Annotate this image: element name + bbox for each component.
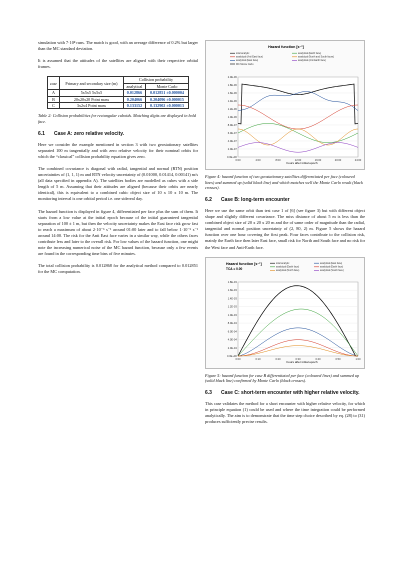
legend-label: total analytic [236, 52, 250, 55]
y-tick-label: 1.4E-03 [227, 297, 237, 301]
table-head-analytical: analytical [123, 83, 145, 89]
table-cell-mc: 0.012851 ±0.000004 [145, 90, 188, 96]
y-tick-label: 6.0E-04 [227, 329, 237, 333]
axes [227, 75, 362, 162]
y-tick-label: 1.6E-03 [227, 288, 237, 292]
body-paragraph: The hazard function is displayed in figure 4, differentiated per face plus the sum of them. It starts from a low value at the initial epoch because of the initial guaranteed tangential separation of 100 ± 1 m, but then the velocity uncertainty makes the East face risk grow fast to reach a maximum of about 2·10⁻⁶ s⁻¹ around 01:00 later and to fall below 1·10⁻⁶ s⁻¹ around 14:00. The risk for the Anti East face varies in a similar way, while the others faces contribute less and later to the overall risk. For low values of the hazard function, one might note the increasing numerical noise of the MC hazard function, because only a few events are found in the corresponding time bins of five minutes. [38, 208, 198, 257]
x-tick-label: 16:00 [314, 158, 322, 162]
x-axis-label: hours after initial epoch [286, 359, 318, 364]
legend-label: analytical (North and South faces) [298, 55, 335, 59]
legend-label: analytical (East face) [236, 59, 259, 63]
legend-label: analytical (Anti East face) [236, 55, 263, 59]
y-tick-label: 1.8E-03 [227, 280, 237, 284]
table-caption: Table 2: Collision probabilities for rectangular cuboids. Matching digits are displayed in bold face. [38, 113, 196, 124]
y-tick-label: 2.0E-04 [227, 346, 237, 350]
table-cell-mc: 0.132902 ±0.000013 [145, 103, 188, 109]
y-tick-label: 4.0E-07 [227, 140, 237, 143]
legend-label: analytical (East face) [320, 261, 343, 265]
table-cell-case: B [48, 96, 60, 102]
body-paragraph: The combined covariance is diagonal with radial, tangential and normal (RTN) position uncertainties of (1, 1, 1) m and RTN velocity uncertainty of (0.01000, 0.01414, 0.00141) m/s (all data specified in appendix A). The satellites bodies are modelled as cubes with a side length of 5 m. Assuming that their attitudes are aligned (because their orbits are nearly identical), this is equivalent to a combined cubic object size of 10 x 10 x 10 m. The monitoring interval is one orbital period i.e. one sidereal day. [38, 165, 198, 202]
y-tick-label: 8.0E-07 [227, 124, 237, 127]
x-tick-label: 0:00 [235, 158, 241, 162]
x-tick-label: 12:00 [294, 158, 302, 162]
legend-label: total analytic [276, 261, 290, 265]
table-head-prob: Collision probability [123, 77, 188, 83]
x-axis-label: hours after initial epoch [286, 161, 318, 165]
x-tick-label: 24:00 [354, 158, 362, 162]
y-tick-label: 8.0E-04 [227, 321, 237, 325]
y-tick-label: 0.0E+00 [227, 156, 237, 159]
table-row [48, 103, 189, 109]
x-tick-label: 20:00 [334, 158, 342, 162]
table-head-mc: Monte Carlo [145, 83, 188, 89]
legend-label: analytical (North face) [276, 268, 300, 272]
legend-label: MC Monte Carlo [236, 62, 254, 66]
x-tick-label: 1:00 [355, 357, 361, 361]
body-paragraph: Here we use the same orbit than test case 1 of [6] (see figure 3) but with different object shape and slightly different covariance. The miss distance of about 5 m is less than the combined object size of 20 x 20 x 20 m and the of same order of magnitude than the radial, tangential and normal position uncertainty of (2, 80, 2) m. Figure 5 shows the hazard function over one hour covering the first peak. Four faces contribute to the collision risk, mainly the Earth face then later East face, small risk for North and South face and no risk for the West face and Anti-Earth face. [205, 207, 365, 250]
y-tick-label: 1.4E-06 [227, 100, 237, 103]
table-cell-size: 5x5x5 5x5x5 [59, 90, 123, 96]
table-cell-mc: 0.204096 ±0.000015 [145, 96, 188, 102]
section-heading-6-1: 6.1 Case A: zero relative velocity. [38, 130, 125, 137]
body-paragraph: Here we consider the example mentioned in section 3 with two geostationary satellites separated 100 m tangentially and with zero relative velocity for their nominal orbits for which the “classical” collision probability equation gives zero. [38, 141, 198, 159]
table-cell-size: 3x2x4 Point mass [59, 103, 123, 109]
y-tick-label: 6.0E-07 [227, 132, 237, 135]
x-tick-label: 8:00 [275, 158, 281, 162]
y-tick-label: 1.2E-06 [227, 108, 237, 111]
y-tick-label: 1.2E-03 [227, 305, 237, 309]
legend-label: analytical (Anti Earth face) [298, 59, 326, 63]
chart-subtitle: TCA = 0.00 [226, 266, 243, 271]
chart-title: Hazard function [s⁻¹] [226, 261, 262, 266]
table-cell-size: 20x20x20 Point mass [59, 96, 123, 102]
legend [230, 52, 334, 66]
section-heading-6-2: 6.2 Case B: long-term encounter [205, 196, 290, 203]
x-tick-label: 4:00 [255, 158, 261, 162]
intro-paragraph-1: simulation with 7·10⁸ runs. The match is good, with an average difference of 0.2% but larger than the MC standard deviation. [38, 40, 198, 52]
figure-5-chart [206, 258, 366, 366]
y-tick-label: 1.8E-06 [227, 84, 237, 87]
table-head-size: Primary and secondary size (m) [59, 77, 123, 90]
legend [270, 262, 344, 272]
figure-5-caption: Figure 5: hazard function for case B differentiated per face (coloured lines) and summed up (solid black line) confirmed by Monte Carlo (black crosses). [205, 372, 360, 384]
table-cell-case: C [48, 103, 60, 109]
plot-area [238, 282, 358, 356]
table-cell-analytical: 0.133152 [123, 103, 145, 109]
y-tick-label: 1.0E-03 [227, 313, 237, 317]
chart-title: Hazard function [s⁻¹] [268, 45, 304, 49]
table-head-case: case [48, 77, 60, 90]
x-tick-label: 0:00 [235, 357, 241, 361]
body-paragraph: The total collision probability is 0.012868 for the analytical method compared to 0.012851 for the MC computation. [38, 263, 198, 275]
intro-paragraph-2: It is assumed that the attitudes of the satellites are aligned with their respective orbital frames. [38, 58, 198, 70]
y-tick-label: 2.0E-06 [227, 76, 237, 79]
table-cell-analytical: 0.012866 [123, 90, 145, 96]
x-tick-label: 0:20 [275, 357, 281, 361]
figure-5 [205, 257, 365, 369]
y-tick-label: 2.0E-07 [227, 148, 237, 151]
y-tick-label: 1.6E-06 [227, 92, 237, 95]
x-tick-label: 0:30 [295, 357, 301, 361]
table-cell-case: A [48, 90, 60, 96]
table-cell-analytical: 0.204066 [123, 96, 145, 102]
y-tick-label: 0.0E+00 [227, 354, 237, 358]
legend-label: analytical (Earth face) [298, 52, 322, 55]
x-tick-label: 0:10 [255, 357, 261, 361]
figure-4 [205, 40, 365, 170]
legend-label: analytical (South face) [320, 268, 344, 272]
body-paragraph: This case validates the method for a short encounter with higher relative velocity, for which in principle equation (1) could be used and where the time integration could be performed analytically. The aim is to demonstrate that the time step choice described by eq. (28) to (31) produces sufficiently precise results. [205, 401, 365, 425]
figure-4-chart [206, 41, 366, 167]
axes [227, 280, 361, 361]
figure-4-caption: Figure 4: hazard function of two geostationary satellites differentiated per face (coloured lines) and summed up (solid black line) and which matches well the Monte Carlo result (black crosses). [205, 174, 363, 191]
section-heading-6-3: 6.3 Case C: short-term encounter with higher relative velocity. [205, 389, 360, 396]
legend-label: analytical (Earth face) [320, 265, 344, 269]
x-tick-label: 0:50 [335, 357, 341, 361]
y-tick-label: 4.0E-04 [227, 338, 237, 342]
y-tick-label: 1.0E-06 [227, 116, 237, 119]
legend-label: analytical (Earth face) [276, 265, 300, 269]
left-column [38, 40, 198, 281]
collision-probability-table [47, 76, 189, 109]
x-tick-label: 0:40 [315, 357, 321, 361]
right-column [205, 40, 365, 431]
